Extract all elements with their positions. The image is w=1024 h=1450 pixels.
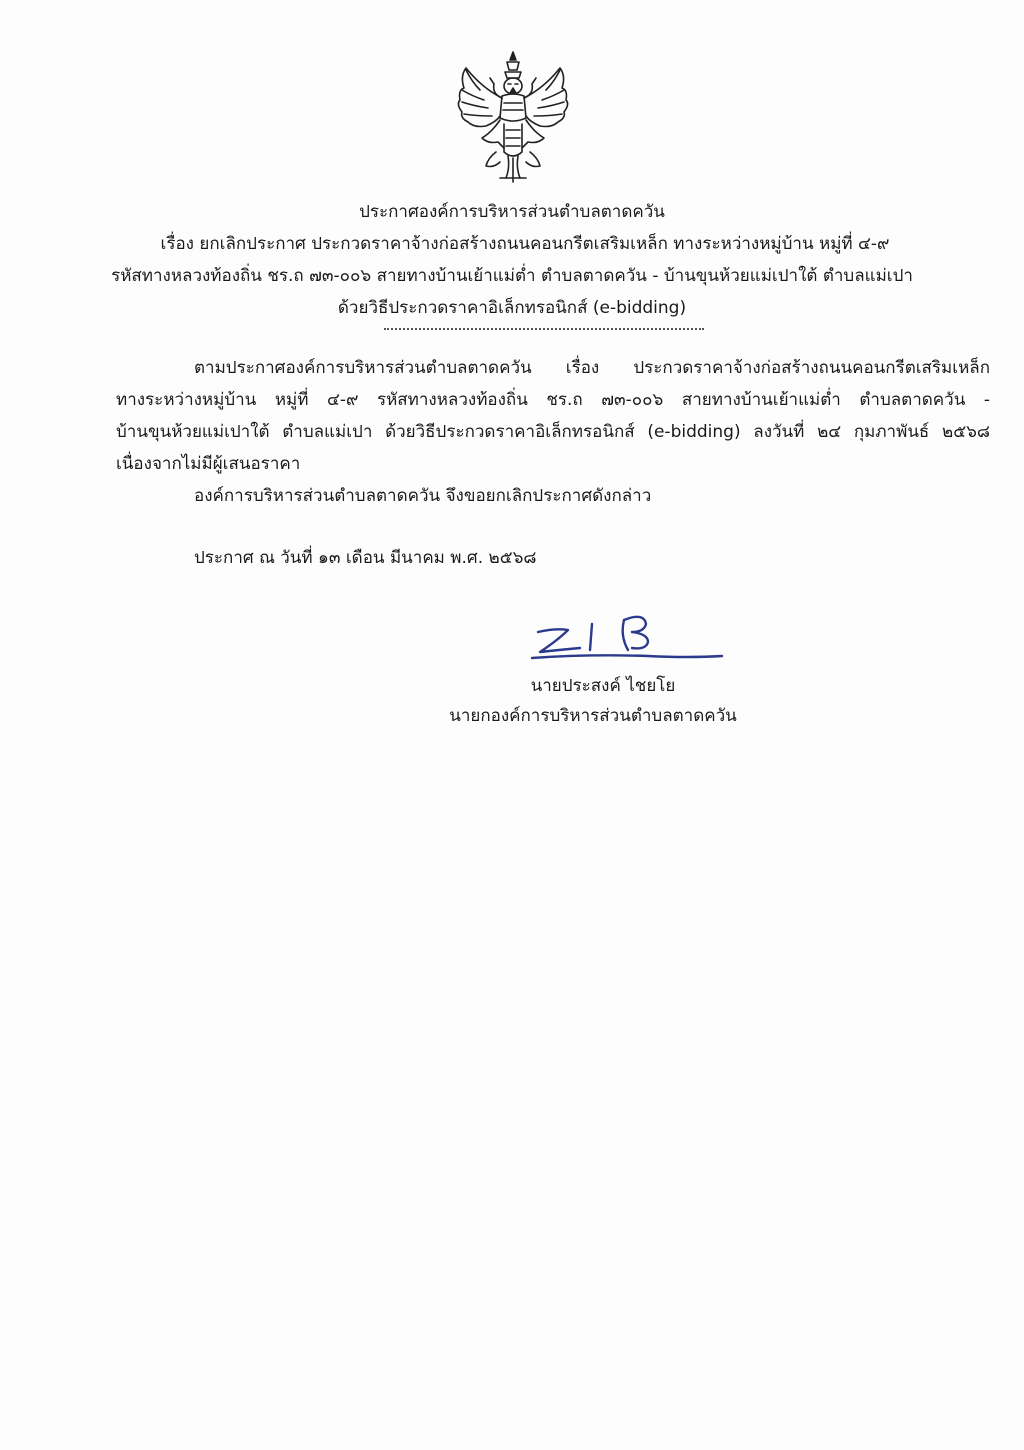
subject-line-3: ด้วยวิธีประกวดราคาอิเล็กทรอนิกส์ (e-bidding) (337, 298, 687, 318)
signatory-name: นายประสงค์ ไชยโย (530, 676, 676, 696)
document-title: ประกาศองค์การบริหารส่วนตำบลตาดควัน (359, 202, 665, 222)
subject-line-1: เรื่อง ยกเลิกประกาศ ประกวดราคาจ้างก่อสร้างถนนคอนกรีตเสริมเหล็ก ทางระหว่างหมู่บ้าน หมู่ที่ ๔-๙ (160, 234, 890, 254)
paragraph-1-line-2: ทางระหว่างหมู่บ้าน หมู่ที่ ๔-๙ รหัสทางหลวงท้องถิ่น ชร.ถ ๗๓-๐๐๖ สายทางบ้านเย้าแม่ต่ำ ตำบลตาดควัน - (116, 390, 990, 410)
paragraph-1-line-3: บ้านขุนห้วยแม่เปาใต้ ตำบลแม่เปา ด้วยวิธีประกวดราคาอิเล็กทรอนิกส์ (e-bidding) ลงวันที่ ๒๔ กุมภาพันธ์ ๒๕๖๘ (116, 422, 990, 442)
separator-dotted-line (384, 328, 704, 330)
paragraph-2: องค์การบริหารส่วนตำบลตาดควัน จึงขอยกเลิกประกาศดังกล่าว (194, 486, 652, 506)
handwritten-signature (528, 610, 728, 668)
garuda-emblem-icon (452, 48, 574, 186)
announcement-date: ประกาศ ณ วันที่ ๑๓ เดือน มีนาคม พ.ศ. ๒๕๖๘ (194, 548, 537, 568)
signatory-position: นายกองค์การบริหารส่วนตำบลตาดควัน (449, 706, 737, 726)
paragraph-1-line-4: เนื่องจากไม่มีผู้เสนอราคา (116, 454, 301, 474)
paragraph-1-line-1: ตามประกาศองค์การบริหารส่วนตำบลตาดควัน เรื่อง ประกวดราคาจ้างก่อสร้างถนนคอนกรีตเสริมเหล็ก (194, 358, 990, 378)
subject-line-2: รหัสทางหลวงท้องถิ่น ชร.ถ ๗๓-๐๐๖ สายทางบ้านเย้าแม่ต่ำ ตำบลตาดควัน - บ้านขุนห้วยแม่เปาใต้ ตำบลแม่เปา (111, 266, 913, 286)
